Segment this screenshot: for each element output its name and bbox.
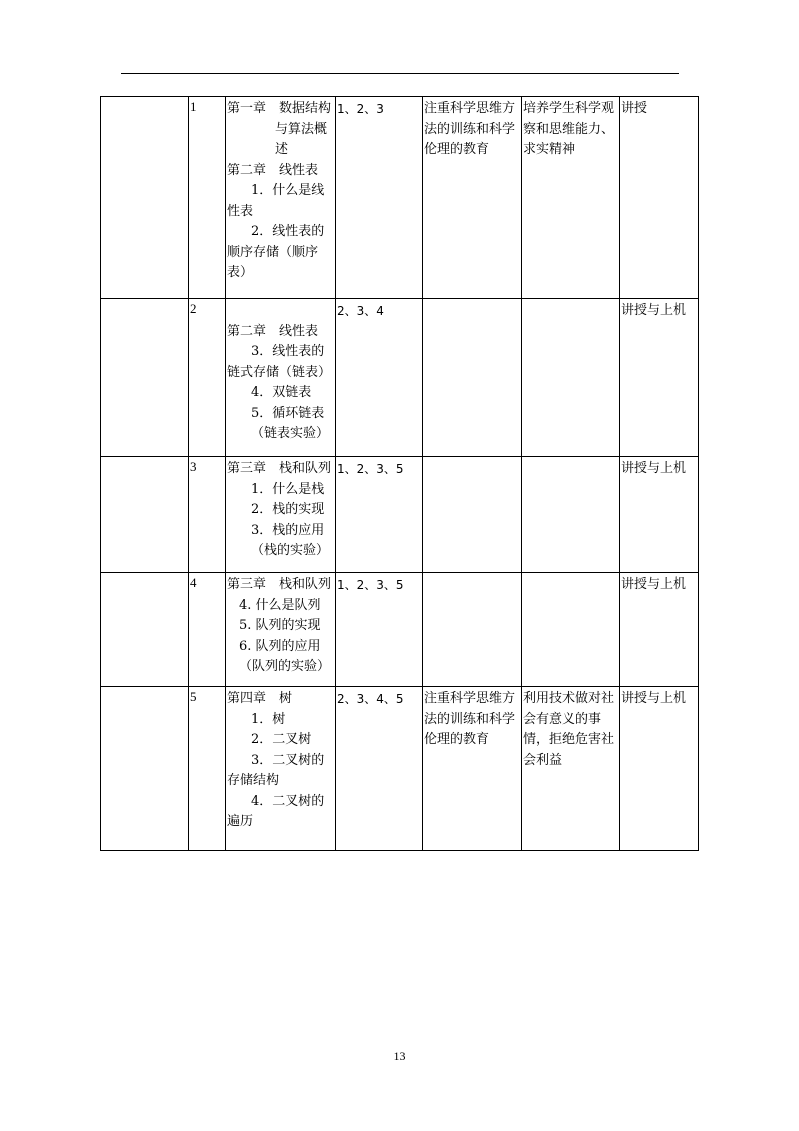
method-text: 讲授与上机: [621, 691, 687, 706]
chapters-cell: [336, 299, 423, 457]
method-cell: [620, 97, 699, 299]
table-row: [101, 457, 699, 573]
week-cell: 4: [189, 573, 226, 687]
week-cell: 5: [189, 687, 226, 851]
content-line: 第三章 栈和队列: [227, 577, 332, 592]
table-row: [101, 299, 699, 457]
content-line: 述: [275, 142, 289, 157]
table-body: [101, 97, 699, 851]
content-line: 第四章 树: [227, 691, 293, 706]
content-line: 1．什么是栈: [251, 481, 325, 497]
content-line: 4．双链表: [251, 385, 312, 400]
content-cell: [226, 687, 336, 851]
chapters-cell: [336, 687, 423, 851]
content-line: （链表实验）: [251, 426, 330, 441]
week-cell: 1: [189, 97, 226, 299]
chapters-cell: [336, 97, 423, 299]
objective-cell: [423, 573, 522, 687]
empty-cell: [101, 573, 189, 687]
content-line: 4．二叉树的: [251, 793, 325, 809]
content-line: 遍历: [227, 814, 254, 829]
values-cell: [522, 687, 620, 851]
objective-cell: [423, 687, 522, 851]
content-cell: [226, 299, 336, 457]
objective-cell: [423, 299, 522, 457]
method-cell: [620, 299, 699, 457]
content-cell: [226, 97, 336, 299]
content-line: 6. 队列的应用: [239, 638, 321, 654]
content-line: 第二章 线性表: [227, 323, 319, 339]
empty-cell: [101, 687, 189, 851]
chapters-cell: [336, 457, 423, 573]
content-line: [227, 301, 335, 322]
content-line: 性表: [227, 203, 254, 219]
content-line: 3．线性表的: [251, 344, 325, 359]
values-cell: [522, 457, 620, 573]
chapters-text: 2、3、4、5: [337, 692, 404, 706]
objective-cell: [423, 97, 522, 299]
content-line: 表）: [227, 265, 254, 280]
method-text: 讲授与上机: [621, 303, 687, 318]
content-line: 2．栈的实现: [251, 502, 325, 517]
chapters-text: 1、2、3、5: [337, 462, 404, 476]
syllabus-table: [100, 96, 699, 851]
page-number: 13: [393, 1049, 406, 1063]
content-line: 5. 队列的实现: [239, 618, 321, 633]
empty-cell: [101, 97, 189, 299]
content-line: 3．二叉树的: [251, 752, 325, 768]
content-line: 第二章 线性表: [227, 162, 319, 178]
table-row: [101, 573, 699, 687]
values-cell: [522, 573, 620, 687]
content-line: 第一章 数据结构: [227, 101, 332, 116]
content-line: 5．循环链表: [251, 405, 325, 421]
chapters-text: 2、3、4: [337, 304, 384, 318]
week-cell: 3: [189, 457, 226, 573]
content-line: 1．什么是线: [251, 183, 325, 198]
method-text: 讲授与上机: [621, 577, 687, 592]
content-line: 链式存储（链表）: [227, 364, 332, 380]
chapters-cell: [336, 573, 423, 687]
values-cell: [522, 299, 620, 457]
content-line: 2．二叉树: [251, 732, 312, 747]
content-cell: [226, 573, 336, 687]
method-text: 讲授: [621, 101, 648, 116]
empty-cell: [101, 457, 189, 573]
objective-text: 注重科学思维方法的训练和科学伦理的教育: [424, 101, 516, 157]
content-line: 存储结构: [227, 773, 280, 788]
method-cell: [620, 457, 699, 573]
empty-cell: [101, 299, 189, 457]
week-cell: 2: [189, 299, 226, 457]
content-line: 4. 什么是队列: [239, 597, 321, 613]
content-line: （队列的实验）: [239, 659, 331, 674]
method-cell: [620, 687, 699, 851]
values-text: 利用技术做对社会有意义的事情，拒绝危害社会利益: [523, 691, 615, 768]
values-text: 培养学生科学观察和思维能力、求实精神: [523, 101, 615, 157]
table-row: [101, 687, 699, 851]
content-line: 2．线性表的: [251, 224, 325, 239]
chapters-text: 1、2、3: [337, 102, 384, 116]
content-line: 3．栈的应用: [251, 522, 325, 538]
content-cell: [226, 457, 336, 573]
content-line: 与算法概: [275, 121, 328, 137]
content-line: 1．树: [251, 711, 286, 727]
method-cell: [620, 573, 699, 687]
content-line: （栈的实验）: [251, 543, 330, 558]
values-cell: [522, 97, 620, 299]
chapters-text: 1、2、3、5: [337, 578, 404, 592]
header-rule: [121, 73, 679, 74]
table-row: [101, 97, 699, 299]
content-line: 顺序存储（顺序: [227, 244, 319, 260]
method-text: 讲授与上机: [621, 461, 687, 476]
objective-text: 注重科学思维方法的训练和科学伦理的教育: [424, 691, 516, 747]
content-line: 第三章 栈和队列: [227, 461, 332, 476]
objective-cell: [423, 457, 522, 573]
